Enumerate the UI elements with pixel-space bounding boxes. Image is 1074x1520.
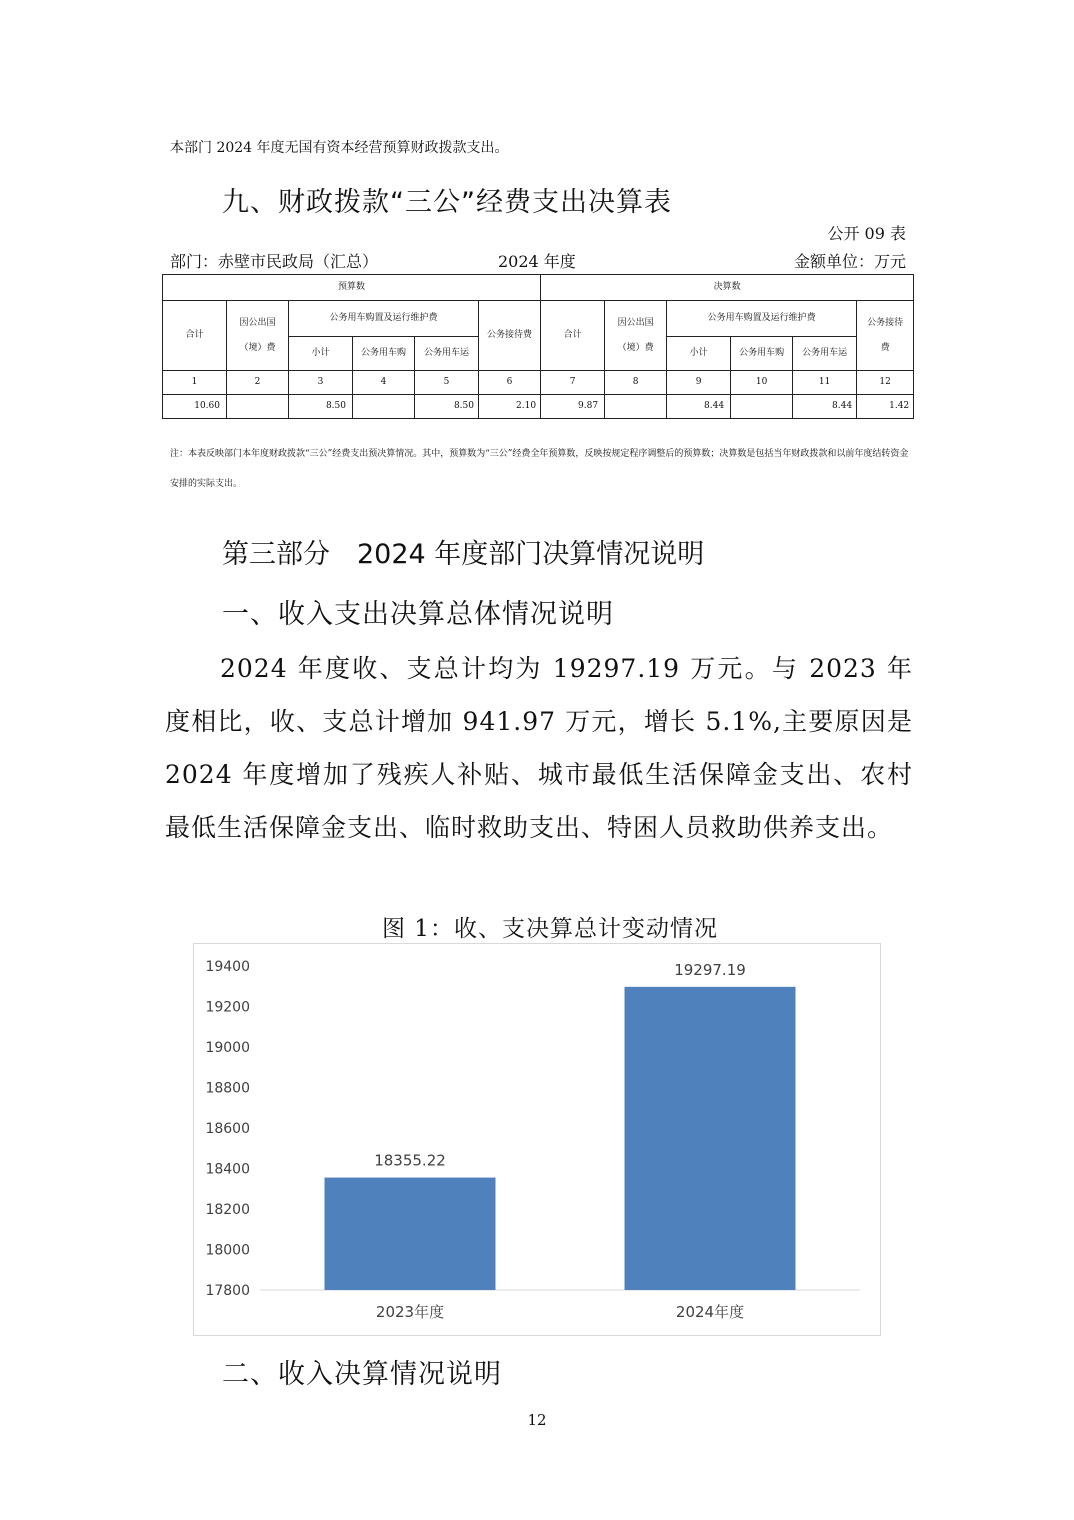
bar-chart-container (193, 943, 881, 1336)
header-operation-final: 公务用车运 (793, 337, 857, 371)
y-tick-label: 18200 (205, 1202, 250, 1218)
year-label: 2024 年度 (498, 252, 576, 271)
header-purchase: 公务用车购 (353, 337, 415, 371)
bar-chart (194, 944, 880, 1335)
header-vehicle-final: 公务用车购置及运行维护费 (667, 301, 857, 337)
section9-title: 九、财政拨款“三公”经费支出决算表 (222, 187, 672, 218)
data-cell: 2.10 (479, 395, 541, 419)
figure-caption: 图 1：收、支决算总计变动情况 (382, 916, 718, 942)
data-label: 19297.19 (674, 960, 746, 979)
section1-title: 一、收入支出决算总体情况说明 (222, 599, 614, 630)
index-cell: 10 (731, 371, 793, 395)
header-reception-final: 公务接待 费 (857, 301, 914, 371)
index-cell: 12 (857, 371, 914, 395)
bar (325, 1178, 496, 1290)
budget-group-header: 预算数 (163, 275, 541, 301)
data-cell: 8.50 (289, 395, 353, 419)
data-cell (731, 395, 793, 419)
y-tick-label: 19000 (205, 1040, 250, 1056)
three-public-expenses-table (162, 274, 914, 419)
y-tick-label: 18000 (205, 1242, 250, 1259)
header-total-final: 合计 (541, 301, 605, 371)
data-cell (353, 395, 415, 419)
index-cell: 9 (667, 371, 731, 395)
data-cell: 9.87 (541, 395, 605, 419)
data-row (163, 395, 914, 419)
y-tick-label: 18800 (205, 1080, 250, 1097)
y-tick-label: 19400 (205, 959, 250, 975)
table-meta (170, 249, 906, 271)
table-note: 注：本表反映部门本年度财政拨款“三公”经费支出预决算情况。其中，预算数为“三公”经费全年预算数，反映按规定程序调整后的预算数；决算数是包括当年财政拨款和以前年度结转资金安排的实际支出。 (170, 449, 909, 489)
data-label: 18355.22 (374, 1151, 446, 1170)
x-tick-label: 2023年度 (375, 1303, 445, 1321)
index-cell: 1 (163, 371, 227, 395)
data-cell (227, 395, 289, 419)
paragraph-summary: 2024 年度收、支总计均为 19297.19 万元。与 2023 年度相比，收、支总计增加 941.97 万元，增长 5.1%,主要原因是 2024 年度增加了残疾人补贴、城市最低生活保障金支出、农村最低生活保障金支出、临时救助支出、特困人员救助供养支出。 (165, 654, 913, 842)
section2-title: 二、收入决算情况说明 (222, 1359, 502, 1390)
index-cell: 2 (227, 371, 289, 395)
data-cell: 1.42 (857, 395, 914, 419)
index-cell: 7 (541, 371, 605, 395)
header-purchase-final: 公务用车购 (731, 337, 793, 371)
y-tick-label: 17800 (205, 1283, 250, 1299)
department-label: 部门：赤壁市民政局（汇总） (170, 252, 379, 271)
index-row (163, 371, 914, 395)
table-number: 公开 09 表 (827, 224, 906, 243)
x-tick-label: 2024年度 (675, 1303, 745, 1321)
page-number: 12 (527, 1411, 547, 1429)
data-cell (605, 395, 667, 419)
unit-label: 金额单位：万元 (793, 252, 906, 271)
data-cell: 8.44 (793, 395, 857, 419)
index-cell: 4 (353, 371, 415, 395)
data-cell: 10.60 (163, 395, 227, 419)
intro-text: 本部门 2024 年度无国有资本经营预算财政拨款支出。 (170, 140, 509, 156)
final-group-header: 决算数 (541, 275, 914, 301)
header-abroad-final: 因公出国 （境）费 (605, 301, 667, 371)
index-cell: 11 (793, 371, 857, 395)
header-vehicle: 公务用车购置及运行维护费 (289, 301, 479, 337)
header-abroad: 因公出国 （境）费 (227, 301, 289, 371)
header-operation: 公务用车运 (415, 337, 479, 371)
index-cell: 3 (289, 371, 353, 395)
index-cell: 5 (415, 371, 479, 395)
header-subtotal: 小计 (289, 337, 353, 371)
index-cell: 6 (479, 371, 541, 395)
data-cell: 8.44 (667, 395, 731, 419)
header-reception: 公务接待费 (479, 301, 541, 371)
data-cell: 8.50 (415, 395, 479, 419)
part3-title: 第三部分 2024 年度部门决算情况说明 (222, 539, 705, 570)
bar (625, 987, 796, 1290)
y-tick-label: 19200 (205, 999, 250, 1016)
header-subtotal-final: 小计 (667, 337, 731, 371)
index-cell: 8 (605, 371, 667, 395)
y-tick-label: 18400 (205, 1161, 250, 1178)
y-tick-label: 18600 (205, 1121, 250, 1137)
header-total: 合计 (163, 301, 227, 371)
